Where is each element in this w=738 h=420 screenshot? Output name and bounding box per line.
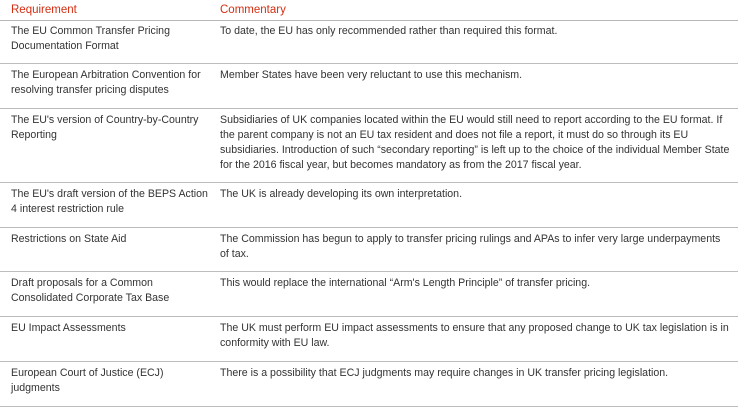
commentary-cell: There is a possibility that ECJ judgments may require changes in UK transfer pricing legislation. <box>220 367 669 379</box>
table-row <box>0 317 738 362</box>
table-row <box>0 228 738 272</box>
commentary-column-header: Commentary <box>220 4 286 16</box>
commentary-cell: To date, the EU has only recommended rather than required this format. <box>220 25 558 37</box>
requirement-cell: The EU's version of Country-by-Country Reporting <box>11 114 199 141</box>
commentary-cell: The Commission has begun to apply to transfer pricing rulings and APAs to infer very large underpayments of tax. <box>220 233 721 260</box>
table-row <box>0 272 738 317</box>
commentary-cell: The UK is already developing its own interpretation. <box>220 188 463 200</box>
table-header <box>0 0 738 21</box>
table-row <box>0 20 738 64</box>
table-row <box>0 64 738 109</box>
requirement-column-header: Requirement <box>11 4 77 16</box>
table-row <box>0 362 738 407</box>
requirement-cell: European Court of Justice (ECJ) judgments <box>11 367 164 394</box>
requirement-cell: EU Impact Assessments <box>11 322 126 334</box>
table-row <box>0 183 738 228</box>
commentary-cell: The UK must perform EU impact assessments to ensure that any proposed change to UK tax legislation is in conformity with EU law. <box>220 322 729 349</box>
requirement-cell: The EU Common Transfer Pricing Documentation Format <box>11 25 170 52</box>
commentary-cell: Subsidiaries of UK companies located within the EU would still need to report according to the EU format. If the parent company is not an EU tax resident and does not file a report, it must do so through its EU subsidiaries. Introduction of such “secondary reporting” is left up to the choice of the individual Member State for the 2016 fiscal year, but becomes mandatory as from the 2017 fiscal year. <box>220 114 730 171</box>
commentary-cell: This would replace the international “Arm's Length Principle” of transfer pricing. <box>220 277 591 289</box>
requirement-cell: Restrictions on State Aid <box>11 233 127 245</box>
commentary-cell: Member States have been very reluctant to use this mechanism. <box>220 69 523 81</box>
requirement-cell: The European Arbitration Convention for resolving transfer pricing disputes <box>11 69 201 96</box>
requirement-cell: Draft proposals for a Common Consolidated Corporate Tax Base <box>11 277 170 304</box>
requirement-cell: The EU's draft version of the BEPS Action 4 interest restriction rule <box>11 188 208 215</box>
table-row <box>0 109 738 183</box>
